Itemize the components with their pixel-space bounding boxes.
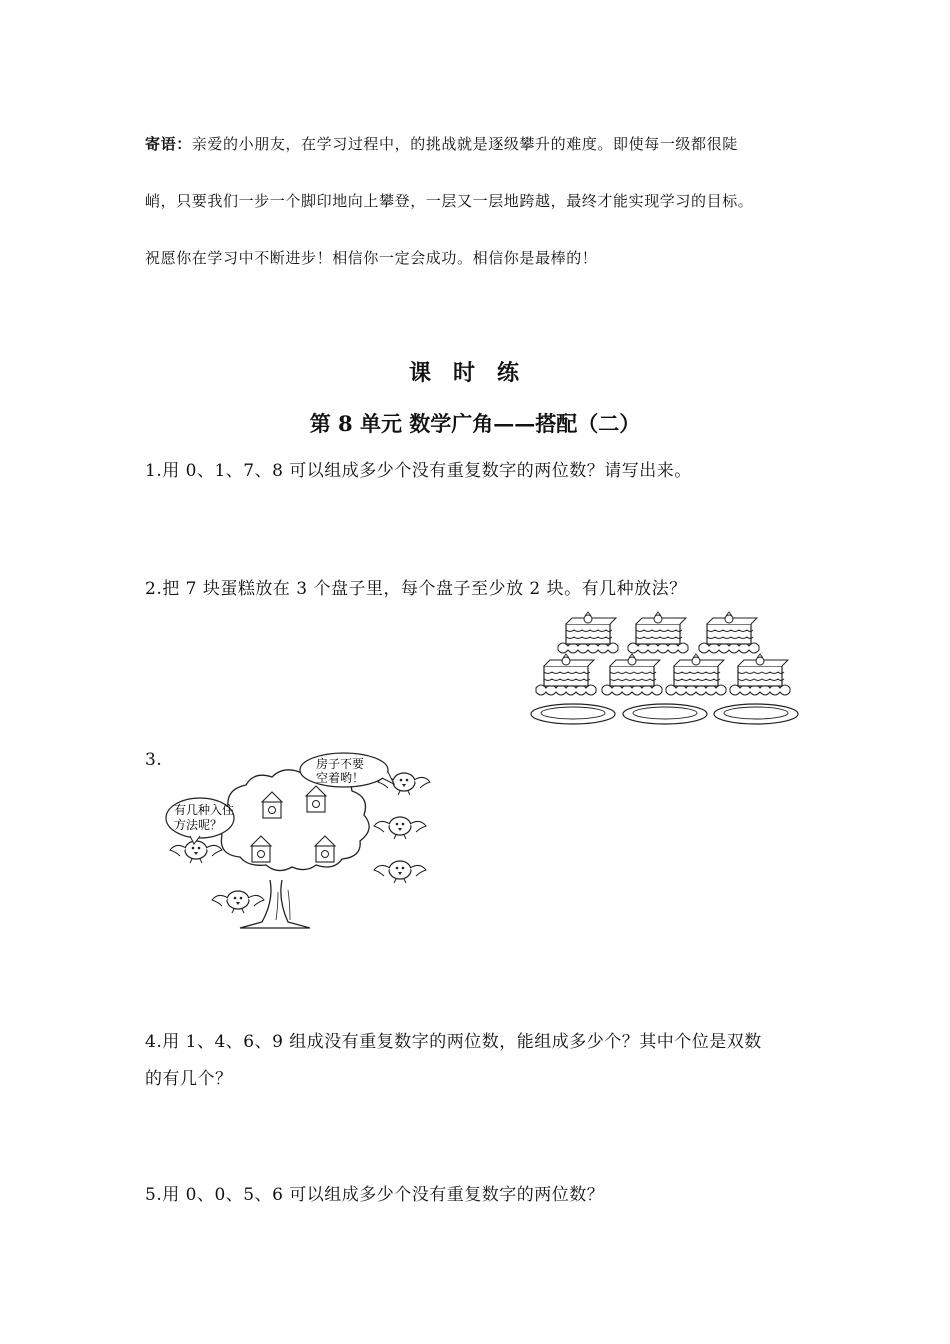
question-4-line-1: 4.用 1、4、6、9 组成没有重复数字的两位数，能组成多少个？其中个位是双数: [145, 1032, 762, 1052]
question-5: 5.用 0、0、5、6 可以组成多少个没有重复数字的两位数？: [145, 1185, 605, 1205]
message-label: 寄语：: [145, 135, 192, 153]
plate: [531, 704, 615, 724]
question-1: 1.用 0、1、7、8 可以组成多少个没有重复数字的两位数？请写出来。: [145, 461, 692, 481]
bird: [374, 861, 426, 883]
cake: [558, 612, 618, 653]
bubble-left-text-1: 有几种入住: [174, 803, 235, 817]
unit-title: 第 8 单元 数学广角——搭配（二）: [309, 411, 641, 436]
bubble-left-text-2: 方法呢？: [174, 818, 223, 832]
tree-birds-illustration: [160, 752, 445, 932]
bird: [170, 841, 222, 863]
tree-trunk: [240, 880, 310, 928]
question-3: 3.: [145, 750, 163, 770]
message-text-1: 亲爱的小朋友，在学习过程中，的挑战就是逐级攀升的难度。即使每一级都很陡: [191, 135, 738, 153]
cakes-plates-illustration: [528, 608, 803, 730]
cake: [699, 612, 759, 653]
bird: [212, 891, 264, 913]
cake: [730, 654, 790, 695]
cake: [536, 654, 596, 695]
bubble-right-text-2: 空着哟！: [316, 771, 365, 785]
cake: [666, 654, 726, 695]
bird: [374, 817, 426, 839]
question-2: 2.把 7 块蛋糕放在 3 个盘子里，每个盘子至少放 2 块。有几种放法？: [145, 579, 687, 599]
plate: [623, 704, 707, 724]
cake: [628, 612, 688, 653]
plate: [714, 704, 798, 724]
message-line-1: [145, 134, 738, 154]
message-line-3: 祝愿你在学习中不断进步！相信你一定会成功。相信你是最棒的！: [145, 249, 598, 267]
bubble-right-text-1: 房子不要: [316, 757, 365, 771]
message-line-2: 峭，只要我们一步一个脚印地向上攀登，一层又一层地跨越，最终才能实现学习的目标。: [145, 192, 754, 210]
question-4-line-2: 的有几个？: [145, 1069, 233, 1089]
cake: [602, 654, 662, 695]
page-title: 课时练: [408, 360, 541, 386]
